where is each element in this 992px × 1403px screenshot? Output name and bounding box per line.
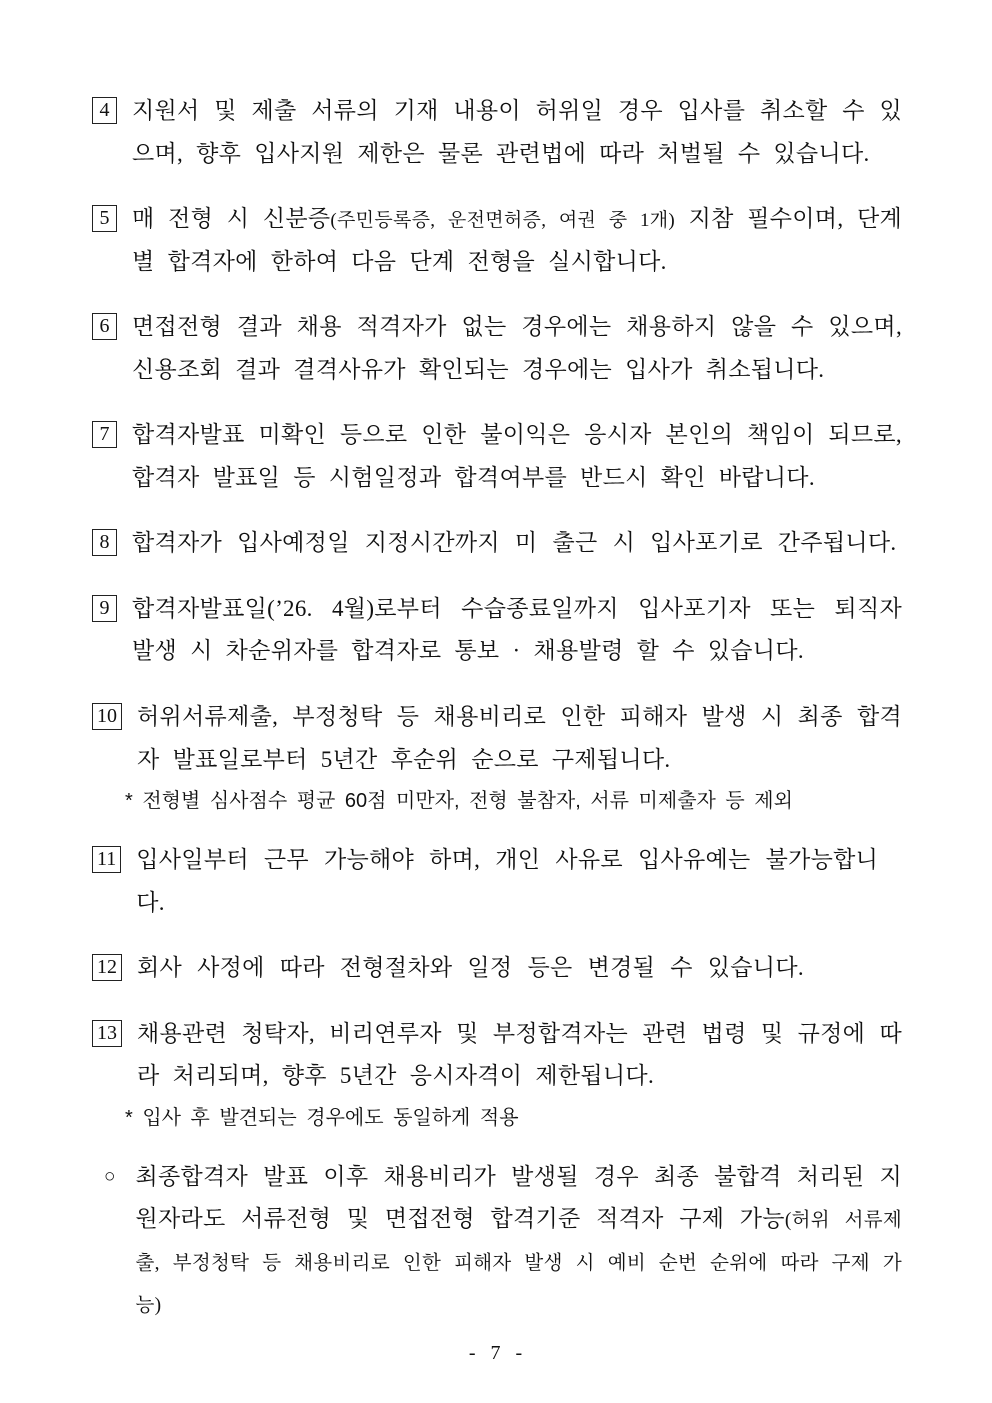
item-number-box: 13: [92, 1020, 122, 1047]
list-item-11: [92, 839, 902, 924]
item-number-box: 5: [92, 205, 117, 232]
item-text: [132, 90, 902, 175]
item-number-box: 6: [92, 313, 117, 340]
item-number-box: 4: [92, 97, 117, 124]
item-text: [137, 947, 902, 990]
page-number: - 7 -: [468, 1342, 524, 1364]
list-item-8: [92, 522, 902, 565]
item-text-content: 허위서류제출, 부정청탁 등 채용비리로 인한 피해자 발생 시 최종 합격자 발표일로부터 5년간 후순위 순으로 구제됩니다.: [137, 704, 902, 772]
item-text: [132, 306, 902, 391]
item-text: [132, 522, 902, 565]
bullet-text: [135, 1156, 902, 1326]
item-text-content: 합격자발표일(’26. 4월)로부터 수습종료일까지 입사포기자 또는 퇴직자 발생 시 차순위자를 합격자로 통보 · 채용발령 할 수 있습니다.: [132, 595, 902, 664]
item-number-box: 10: [92, 703, 122, 730]
list-item-5: [92, 198, 902, 283]
item-text-content: 채용관련 청탁자, 비리연루자 및 부정합격자는 관련 법령 및 규정에 따라 처리되며, 향후 5년간 응시자격이 제한됩니다.: [137, 1020, 902, 1089]
item-number-box: 12: [92, 954, 122, 981]
list-item-6: [92, 306, 902, 391]
item-text: [125, 696, 902, 816]
item-text-content: 매 전형 시 신분증: [132, 206, 331, 232]
list-item-7: [92, 414, 902, 499]
item-text: [132, 198, 902, 283]
list-item-10: [92, 696, 902, 816]
item-number-box: 11: [92, 846, 121, 873]
item-text-content: 회사 사정에 따라 전형절차와 일정 등은 변경될 수 있습니다.: [137, 955, 804, 981]
item-text: [125, 1013, 902, 1133]
item-text-content: 지참 필수이며, 단계별 합격자에 한하여 다음 단계 전형을 실시합니다.: [132, 206, 902, 274]
item-text-parenthetical: (주민등록증, 운전면허증, 여권 중 1개): [330, 210, 676, 232]
item-text-content: 합격자가 입사예정일 지정시간까지 미 출근 시 입사포기로 간주됩니다.: [132, 530, 897, 556]
bullet-text-parenthetical: (허위 서류제출, 부정청탁 등 채용비리로 인한 피해자 발생 시 예비 순번 순위에 따라 구제 가능): [135, 1210, 902, 1317]
item-text-content: 지원서 및 제출 서류의 기재 내용이 허위일 경우 입사를 취소할 수 있으며, 향후 입사지원 제한은 물론 관련법에 따라 처벌될 수 있습니다.: [132, 98, 902, 166]
item-number-box: 8: [92, 529, 117, 556]
item-number-box: 7: [92, 421, 117, 448]
item-number-box: 9: [92, 595, 117, 622]
item-footnote: * 입사 후 발견되는 경우에도 동일하게 적용: [125, 1106, 519, 1129]
item-text: [136, 839, 902, 924]
item-text-content: 합격자발표 미확인 등으로 인한 불이익은 응시자 본인의 책임이 되므로, 합격자 발표일 등 시험일정과 합격여부를 반드시 확인 바랍니다.: [132, 422, 902, 490]
item-text-content: 입사일부터 근무 가능해야 하며, 개인 사유로 입사유예는 불가능합니다.: [136, 847, 879, 915]
list-item-12: [92, 947, 902, 990]
item-text: [132, 414, 902, 499]
item-footnote: * 전형별 심사점수 평균 60점 미만자, 전형 불참자, 서류 미제출자 등 제외: [125, 790, 793, 813]
circle-bullet-item: [92, 1156, 902, 1326]
item-text-content: 면접전형 결과 채용 적격자가 없는 경우에는 채용하지 않을 수 있으며, 신용조회 결과 결격사유가 확인되는 경우에는 입사가 취소됩니다.: [132, 314, 902, 382]
circle-bullet-icon: ○: [104, 1165, 116, 1187]
bullet-text-main: 최종합격자 발표 이후 채용비리가 발생될 경우 최종 불합격 처리된 지원자라도 서류전형 및 면접전형 합격기준 적격자 구제 가능: [135, 1163, 902, 1232]
list-item-4: [92, 90, 902, 175]
list-item-9: [92, 588, 902, 673]
list-item-13: [92, 1013, 902, 1133]
item-text: [132, 588, 902, 673]
